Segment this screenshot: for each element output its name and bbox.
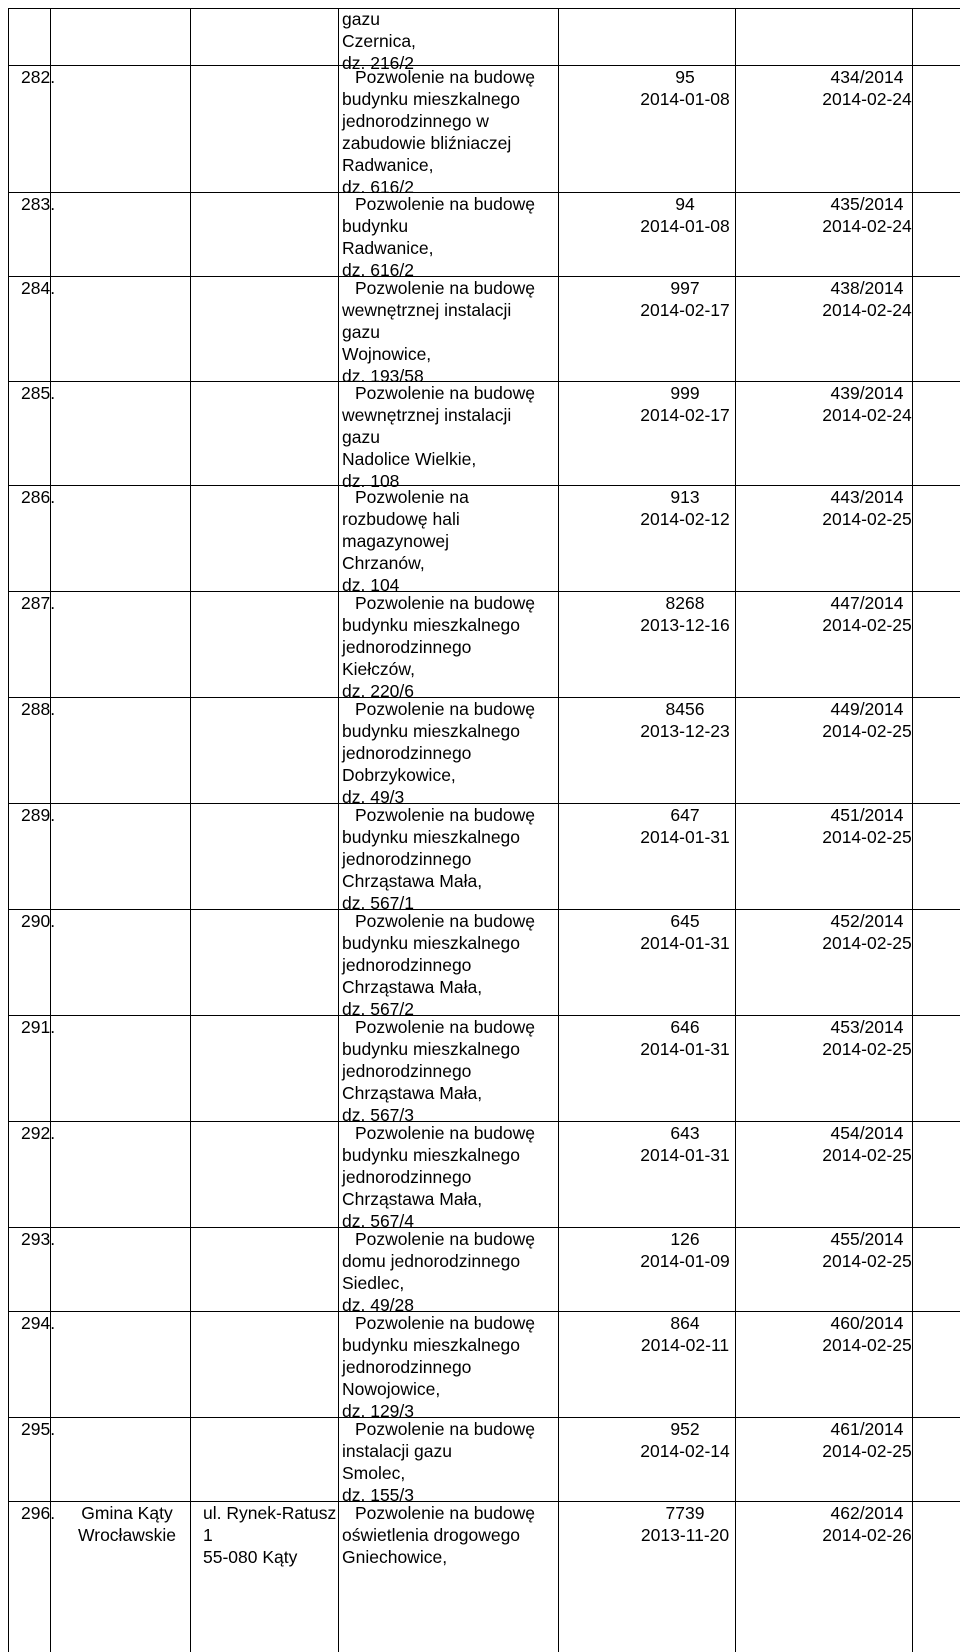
row-number: 291. (21, 1017, 56, 1037)
application-number-date (597, 486, 773, 530)
decision-line: 2014-02-25 (822, 1145, 912, 1165)
description-line: Pozwolenie na budowę (355, 1419, 535, 1439)
row-number: 282. (21, 67, 56, 87)
permit-description (342, 193, 535, 281)
application-line: 2014-01-31 (640, 933, 730, 953)
description-line: Dobrzykowice, (342, 765, 456, 785)
row-number: 292. (21, 1123, 56, 1143)
application-line: 2014-01-09 (640, 1251, 730, 1271)
description-line: dz. 616/2 (342, 177, 414, 197)
permit-description (342, 910, 535, 1020)
description-line: gazu (342, 322, 380, 342)
application-number-date (597, 1502, 773, 1546)
description-line: Smolec, (342, 1463, 406, 1483)
description-line: dz. 567/2 (342, 999, 414, 1019)
description-line: Radwanice, (342, 238, 434, 258)
application-line: 2014-01-08 (640, 89, 730, 109)
description-line: budynku mieszkalnego (342, 721, 521, 741)
decision-line: 461/2014 (830, 1419, 904, 1439)
description-line: Pozwolenie na budowę (355, 383, 535, 403)
description-line: jednorodzinnego (342, 637, 472, 657)
decision-line: 2014-02-25 (822, 1251, 912, 1271)
description-line: gazu (342, 9, 380, 29)
decision-number-date (774, 66, 960, 110)
application-line: 645 (670, 911, 700, 931)
permit-description (342, 277, 535, 387)
application-number-date (597, 1122, 773, 1166)
description-line: Pozwolenie na budowę (355, 278, 535, 298)
permit-description (342, 1418, 535, 1506)
description-line: Radwanice, (342, 155, 434, 175)
application-line: 2013-12-16 (640, 615, 730, 635)
decision-line: 2014-02-25 (822, 827, 912, 847)
description-line: Pozwolenie na budowę (355, 593, 535, 613)
application-line: 2014-01-31 (640, 1145, 730, 1165)
row-number: 286. (21, 487, 56, 507)
decision-number-date (774, 698, 960, 742)
application-number-date (597, 592, 773, 636)
description-line: budynku mieszkalnego (342, 933, 521, 953)
description-line: Pozwolenie na (355, 487, 469, 507)
description-line: Pozwolenie na budowę (355, 1229, 535, 1249)
permit-description (342, 698, 535, 808)
decision-number-date (774, 1122, 960, 1166)
permit-description (342, 1228, 535, 1316)
decision-number-date (774, 486, 960, 530)
decision-number-date (774, 382, 960, 426)
applicant-address-line: 1 (203, 1525, 213, 1545)
decision-line: 451/2014 (830, 805, 904, 825)
decision-line: 438/2014 (830, 278, 904, 298)
application-number-date (597, 1418, 773, 1462)
description-line: Pozwolenie na budowę (355, 1503, 535, 1523)
description-line: Wojnowice, (342, 344, 432, 364)
row-number: 293. (21, 1229, 56, 1249)
decision-line: 454/2014 (830, 1123, 904, 1143)
application-line: 7739 (665, 1503, 705, 1523)
row-number: 288. (21, 699, 56, 719)
row-number: 289. (21, 805, 56, 825)
decision-line: 2014-02-24 (822, 405, 912, 425)
description-line: dz. 49/28 (342, 1295, 414, 1315)
description-line: Pozwolenie na budowę (355, 911, 535, 931)
description-line: budynku mieszkalnego (342, 89, 521, 109)
permit-description (342, 1502, 535, 1568)
description-line: dz. 49/3 (342, 787, 405, 807)
description-line: Pozwolenie na budowę (355, 699, 535, 719)
description-line: gazu (342, 427, 380, 447)
description-line: Gniechowice, (342, 1547, 448, 1567)
description-line: Pozwolenie na budowę (355, 1017, 535, 1037)
decision-line: 449/2014 (830, 699, 904, 719)
application-line: 2014-02-12 (640, 509, 730, 529)
application-line: 952 (670, 1419, 700, 1439)
decision-number-date (774, 592, 960, 636)
application-number-date (597, 277, 773, 321)
decision-line: 2014-02-25 (822, 721, 912, 741)
description-line: Pozwolenie na budowę (355, 1313, 535, 1333)
description-line: instalacji gazu (342, 1441, 452, 1461)
application-line: 2013-12-23 (640, 721, 730, 741)
application-line: 2014-01-08 (640, 216, 730, 236)
application-line: 126 (670, 1229, 700, 1249)
description-line: jednorodzinnego (342, 849, 472, 869)
application-number-date (597, 382, 773, 426)
decision-number-date (774, 1502, 960, 1546)
decision-line: 2014-02-24 (822, 300, 912, 320)
application-line: 2014-02-17 (640, 405, 730, 425)
application-line: 646 (670, 1017, 700, 1037)
description-line: dz. 104 (342, 575, 400, 595)
permit-description (342, 1016, 535, 1126)
permit-description (342, 1312, 535, 1422)
column-rule (8, 8, 9, 1652)
description-line: Kiełczów, (342, 659, 415, 679)
row-number: 290. (21, 911, 56, 931)
description-line: Chrzanów, (342, 553, 425, 573)
description-line: jednorodzinnego (342, 955, 472, 975)
row-number: 285. (21, 383, 56, 403)
application-line: 95 (675, 67, 695, 87)
description-line: jednorodzinnego (342, 1167, 472, 1187)
application-line: 8456 (665, 699, 705, 719)
permit-description (342, 592, 535, 702)
application-line: 2014-02-11 (640, 1335, 730, 1355)
applicant-address-line: ul. Rynek-Ratusz (203, 1503, 337, 1523)
description-line: Pozwolenie na budowę (355, 194, 535, 214)
permit-description (342, 382, 535, 492)
application-number-date (597, 804, 773, 848)
column-rule (338, 8, 339, 1652)
column-rule (190, 8, 191, 1652)
applicant-name (64, 1502, 190, 1546)
application-line: 2014-01-31 (640, 827, 730, 847)
application-line: 643 (670, 1123, 700, 1143)
application-line: 997 (670, 278, 700, 298)
description-line: jednorodzinnego (342, 743, 472, 763)
description-line: dz. 220/6 (342, 681, 414, 701)
description-line: wewnętrznej instalacji (342, 405, 512, 425)
row-number: 284. (21, 278, 56, 298)
description-line: budynku mieszkalnego (342, 1335, 521, 1355)
description-line: dz. 216/2 (342, 53, 414, 73)
applicant-address-line: 55-080 Kąty (203, 1547, 298, 1567)
description-line: budynku mieszkalnego (342, 827, 521, 847)
decision-line: 2014-02-25 (822, 1039, 912, 1059)
description-line: Chrząstawa Mała, (342, 1083, 483, 1103)
description-line: oświetlenia drogowego (342, 1525, 521, 1545)
row-number: 287. (21, 593, 56, 613)
row-number: 296. (21, 1503, 56, 1523)
application-line: 2014-02-17 (640, 300, 730, 320)
application-line: 647 (670, 805, 700, 825)
row-rule (8, 8, 960, 9)
description-line: rozbudowę hali (342, 509, 460, 529)
decision-line: 2014-02-25 (822, 1441, 912, 1461)
decision-line: 439/2014 (830, 383, 904, 403)
decision-line: 2014-02-25 (822, 615, 912, 635)
application-line: 8268 (665, 593, 705, 613)
permit-description (342, 486, 469, 596)
applicant-name-line: Gmina Kąty (81, 1503, 173, 1523)
decision-line: 455/2014 (830, 1229, 904, 1249)
decision-number-date (774, 910, 960, 954)
decision-number-date (774, 277, 960, 321)
decision-line: 2014-02-25 (822, 509, 912, 529)
description-line: zabudowie bliźniaczej (342, 133, 512, 153)
column-rule (558, 8, 559, 1652)
description-line: Pozwolenie na budowę (355, 1123, 535, 1143)
description-line: jednorodzinnego (342, 1061, 472, 1081)
decision-number-date (774, 1312, 960, 1356)
decision-line: 434/2014 (830, 67, 904, 87)
application-line: 2014-01-31 (640, 1039, 730, 1059)
decision-line: 2014-02-25 (822, 933, 912, 953)
description-line: Nowojowice, (342, 1379, 441, 1399)
description-line: budynku (342, 216, 409, 236)
decision-line: 2014-02-26 (822, 1525, 912, 1545)
description-line: budynku mieszkalnego (342, 1145, 521, 1165)
decision-number-date (774, 1228, 960, 1272)
application-number-date (597, 1228, 773, 1272)
description-line: Czernica, (342, 31, 416, 51)
description-line: Siedlec, (342, 1273, 405, 1293)
description-line: magazynowej (342, 531, 449, 551)
description-line: jednorodzinnego w (342, 111, 489, 131)
decision-number-date (774, 193, 960, 237)
application-line: 2013-11-20 (640, 1525, 730, 1545)
row-number: 294. (21, 1313, 56, 1333)
description-line: dz. 129/3 (342, 1401, 414, 1421)
application-number-date (597, 1016, 773, 1060)
description-line: dz. 567/3 (342, 1105, 414, 1125)
description-line: Pozwolenie na budowę (355, 67, 535, 87)
decision-number-date (774, 1016, 960, 1060)
decision-line: 447/2014 (830, 593, 904, 613)
decision-line: 460/2014 (830, 1313, 904, 1333)
description-line: dz. 155/3 (342, 1485, 414, 1505)
decision-line: 443/2014 (830, 487, 904, 507)
description-line: dz. 193/58 (342, 366, 424, 386)
decision-line: 462/2014 (830, 1503, 904, 1523)
decision-line: 2014-02-25 (822, 1335, 912, 1355)
decision-line: 2014-02-24 (822, 89, 912, 109)
description-line: dz. 567/4 (342, 1211, 414, 1231)
description-line: Chrząstawa Mała, (342, 1189, 483, 1209)
description-line: domu jednorodzinnego (342, 1251, 521, 1271)
application-line: 2014-02-14 (640, 1441, 730, 1461)
description-line: Nadolice Wielkie, (342, 449, 477, 469)
application-number-date (597, 910, 773, 954)
column-rule (50, 8, 51, 1652)
decision-number-date (774, 1418, 960, 1462)
decision-line: 435/2014 (830, 194, 904, 214)
permit-description (342, 1122, 535, 1232)
description-line: Pozwolenie na budowę (355, 805, 535, 825)
decision-line: 453/2014 (830, 1017, 904, 1037)
application-line: 864 (670, 1313, 700, 1333)
applicant-name-line: Wrocławskie (78, 1525, 176, 1545)
description-line: Chrząstawa Mała, (342, 871, 483, 891)
description-line: budynku mieszkalnego (342, 615, 521, 635)
applicant-address (203, 1502, 336, 1568)
application-number-date (597, 66, 773, 110)
description-line: wewnętrznej instalacji (342, 300, 512, 320)
application-number-date (597, 698, 773, 742)
row-number: 283. (21, 194, 56, 214)
application-line: 94 (675, 194, 695, 214)
description-line: dz. 567/1 (342, 893, 414, 913)
application-number-date (597, 193, 773, 237)
description-line: budynku mieszkalnego (342, 1039, 521, 1059)
description-line: Chrząstawa Mała, (342, 977, 483, 997)
description-line: jednorodzinnego (342, 1357, 472, 1377)
decision-number-date (774, 804, 960, 848)
description-line: dz. 616/2 (342, 260, 414, 280)
decision-line: 2014-02-24 (822, 216, 912, 236)
application-number-date (597, 1312, 773, 1356)
permit-description (342, 66, 535, 198)
application-line: 913 (670, 487, 700, 507)
application-line: 999 (670, 383, 700, 403)
decision-line: 452/2014 (830, 911, 904, 931)
description-line: dz. 108 (342, 471, 400, 491)
permit-description (342, 804, 535, 914)
row-number: 295. (21, 1419, 56, 1439)
